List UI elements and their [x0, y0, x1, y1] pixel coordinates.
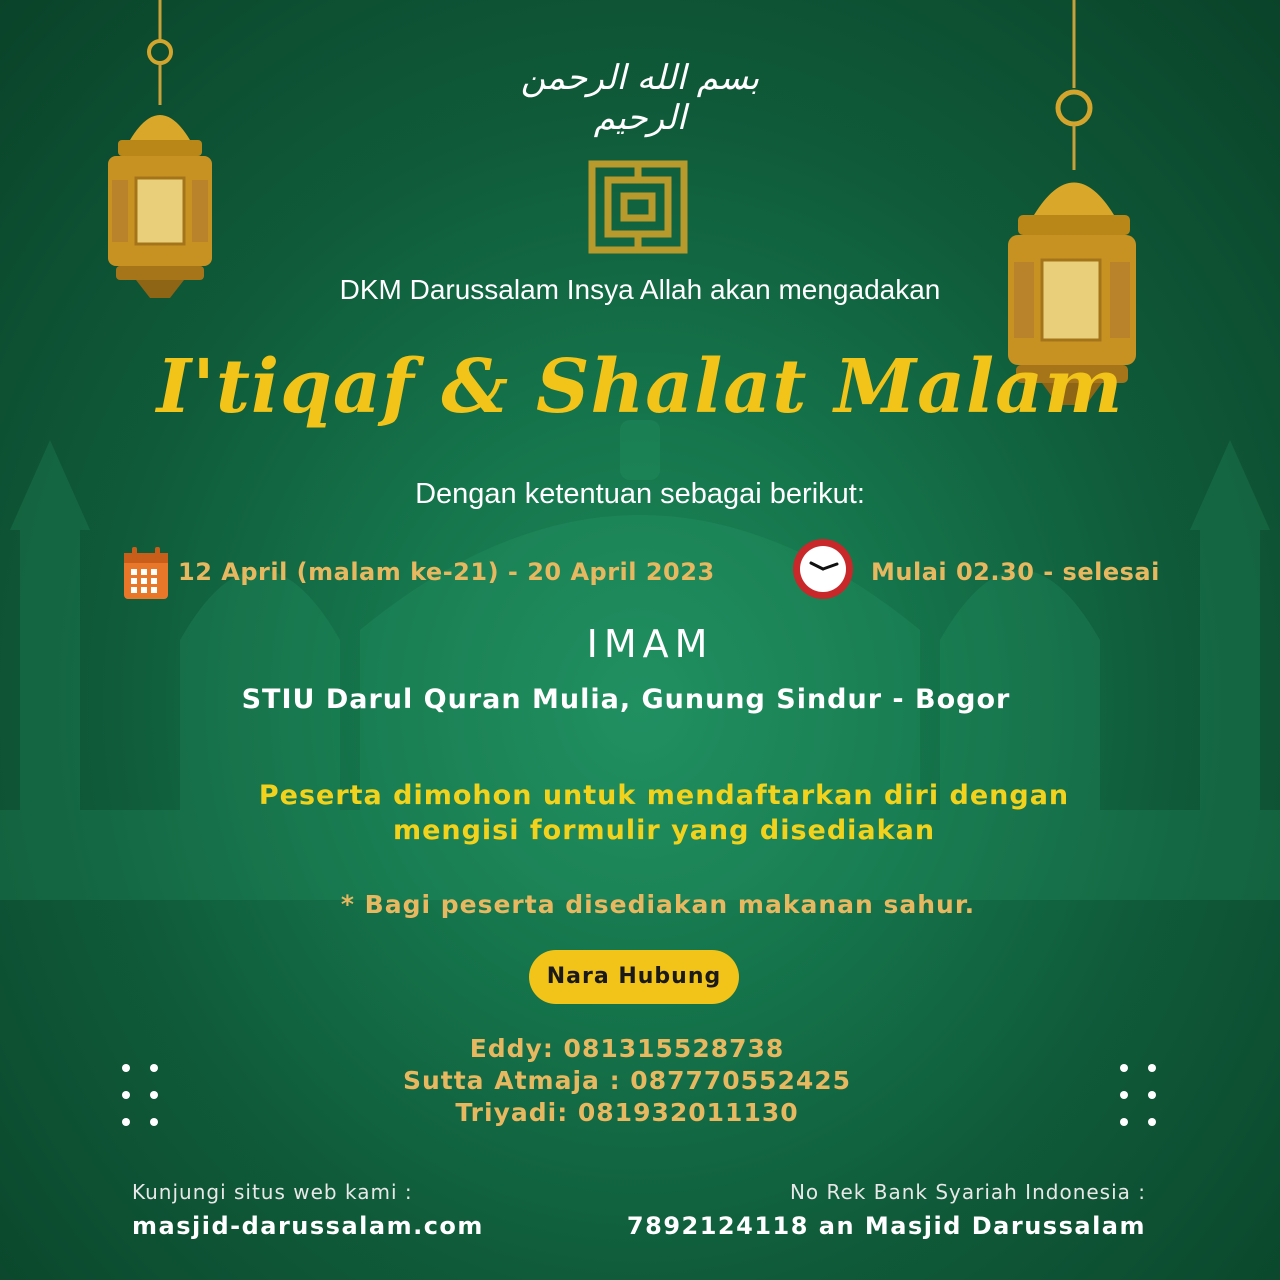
intro-text: DKM Darussalam Insya Allah akan mengadakan — [339, 274, 941, 305]
decorative-dots — [1120, 1064, 1160, 1130]
imam-label: IMAM — [586, 622, 714, 666]
subheading: Dengan ketentuan sebagai berikut: — [415, 478, 865, 510]
event-date: 12 April (malam ke-21) - 20 April 2023 — [178, 558, 715, 586]
imam-place: STIU Darul Quran Mulia, Gunung Sindur - Bogor — [241, 684, 1011, 715]
contact-item: Triyadi: 081932011130 — [455, 1098, 799, 1127]
bismillah-calligraphy: بسم الله الرحمن الرحيم — [520, 58, 760, 138]
event-time: Mulai 02.30 - selesai — [871, 558, 1160, 586]
kufic-logo-icon — [588, 160, 688, 254]
bank-account: 7892124118 an Masjid Darussalam — [626, 1212, 1146, 1240]
calendar-icon — [122, 545, 170, 601]
contact-item: Sutta Atmaja : 087770552425 — [402, 1066, 852, 1095]
contact-item: Eddy: 081315528738 — [469, 1034, 785, 1063]
registration-line-1: Peserta dimohon untuk mendaftarkan diri dengan — [258, 780, 1070, 811]
registration-text — [24, 778, 1280, 848]
sahur-note: * Bagi peserta disediakan makanan sahur. — [340, 890, 976, 919]
website-link[interactable]: masjid-darussalam.com — [132, 1212, 484, 1240]
clock-icon — [791, 537, 855, 601]
website-label: Kunjungi situs web kami : — [132, 1180, 413, 1204]
registration-line-2: mengisi formulir yang disediakan — [392, 815, 936, 846]
contact-button[interactable]: Nara Hubung — [529, 950, 739, 1004]
lantern-icon — [100, 0, 220, 300]
event-title: I'tiqaf & Shalat Malam — [156, 344, 1124, 430]
decorative-dots — [122, 1064, 162, 1130]
contact-list — [0, 1033, 1267, 1129]
bank-label: No Rek Bank Syariah Indonesia : — [789, 1180, 1146, 1204]
